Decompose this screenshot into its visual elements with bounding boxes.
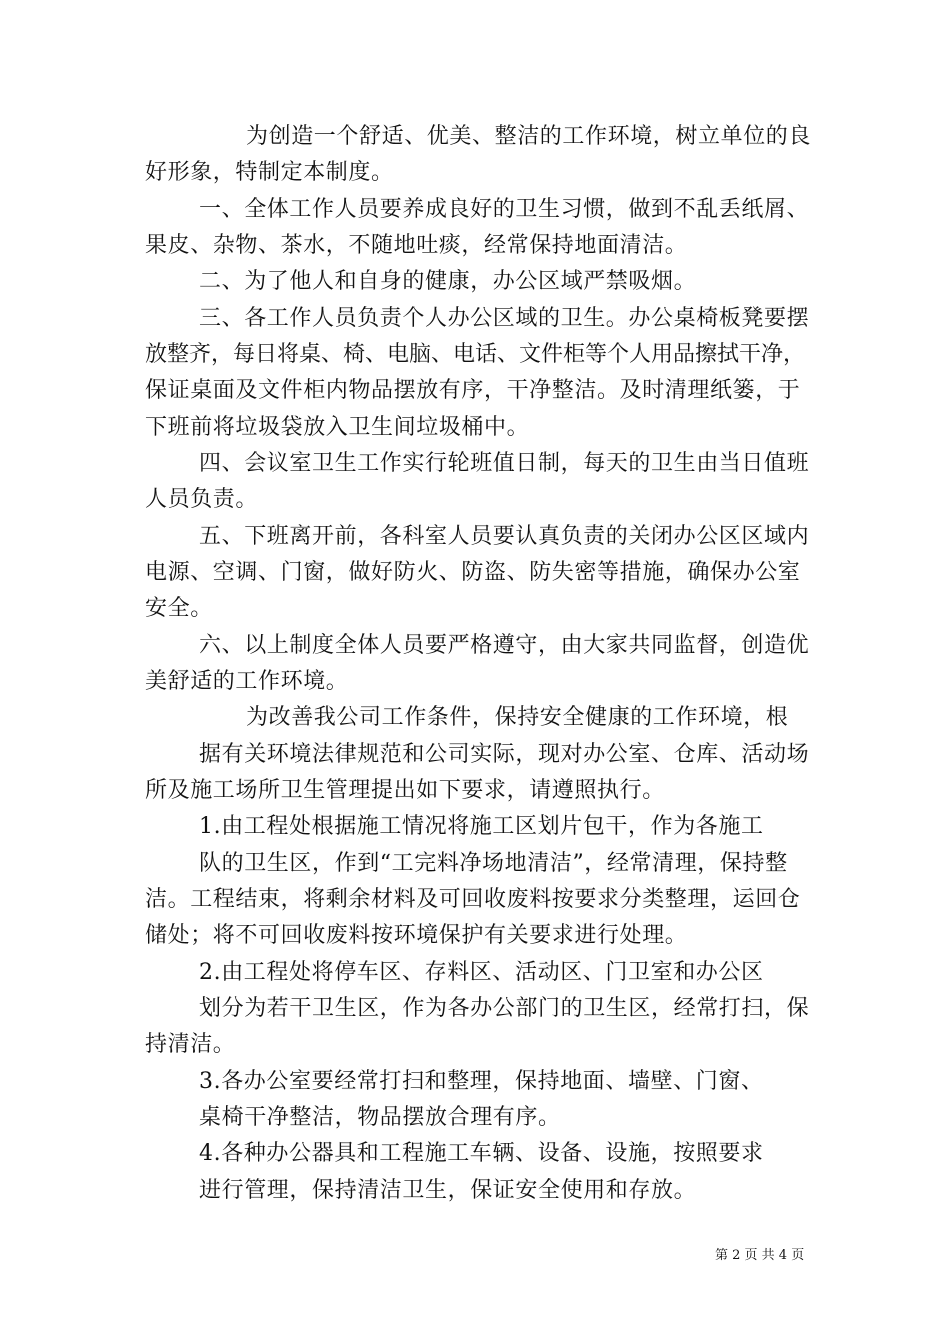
text-line: 果皮、杂物、茶水，不随地吐痰，经常保持地面清洁。 — [145, 233, 688, 258]
text-line: 据有关环境法律规范和公司实际，现对办公室、仓库、活动场 — [199, 742, 810, 767]
text-line: 下班前将垃圾袋放入卫生间垃圾桶中。 — [145, 415, 530, 440]
text-line: 放整齐，每日将桌、椅、电脑、电话、文件柜等个人用品擦拭干净， — [145, 342, 806, 367]
text-line: 六、以上制度全体人员要严格遵守，由大家共同监督，创造优 — [199, 633, 810, 658]
text-line: 储处；将不可回收废料按环境保护有关要求进行处理。 — [145, 923, 688, 948]
text-line: 桌椅干净整洁，物品摆放合理有序。 — [199, 1105, 561, 1130]
text-line: 二、为了他人和自身的健康，办公区域严禁吸烟。 — [199, 269, 697, 294]
text-line: 进行管理，保持清洁卫生，保证安全使用和存放。 — [199, 1178, 697, 1203]
text-line: 为改善我公司工作条件，保持安全健康的工作环境，根 — [246, 705, 789, 730]
text-line: 四、会议室卫生工作实行轮班值日制，每天的卫生由当日值班 — [199, 451, 810, 476]
text-line: 所及施工场所卫生管理提出如下要求，请遵照执行。 — [145, 778, 665, 803]
text-line: 好形象，特制定本制度。 — [145, 160, 394, 185]
text-line: 持清洁。 — [145, 1032, 236, 1057]
text-line: 三、各工作人员负责个人办公区域的卫生。办公桌椅板凳要摆 — [199, 306, 810, 331]
text-line: 划分为若干卫生区，作为各办公部门的卫生区，经常打扫，保 — [199, 996, 810, 1021]
page-number-footer: 第 2 页 共 4 页 — [715, 1248, 805, 1263]
text-line: 安全。 — [145, 596, 213, 621]
text-line: 电源、空调、门窗，做好防火、防盗、防失密等措施，确保办公室 — [145, 560, 801, 585]
text-line: 3.各办公室要经常打扫和整理，保持地面、墙壁、门窗、 — [199, 1069, 764, 1094]
text-line: 一、全体工作人员要养成良好的卫生习惯，做到不乱丢纸屑、 — [199, 197, 810, 222]
text-line: 为创造一个舒适、优美、整洁的工作环境，树立单位的良 — [246, 124, 812, 149]
text-line: 1.由工程处根据施工情况将施工区划片包干，作为各施工 — [199, 814, 764, 839]
text-line: 美舒适的工作环境。 — [145, 669, 349, 694]
text-line: 队的卫生区，作到“工完料净场地清洁”，经常清理，保持整 — [199, 851, 788, 876]
text-line: 4.各种办公器具和工程施工车辆、设备、设施，按照要求 — [199, 1141, 764, 1166]
text-line: 2.由工程处将停车区、存料区、活动区、门卫室和办公区 — [199, 960, 764, 985]
text-line: 保证桌面及文件柜内物品摆放有序，干净整洁。及时清理纸篓，于 — [145, 378, 801, 403]
text-line: 五、下班离开前，各科室人员要认真负责的关闭办公区区域内 — [199, 524, 810, 549]
text-line: 洁。工程结束，将剩余材料及可回收废料按要求分类整理，运回仓 — [145, 887, 801, 912]
text-line: 人员负责。 — [145, 487, 259, 512]
